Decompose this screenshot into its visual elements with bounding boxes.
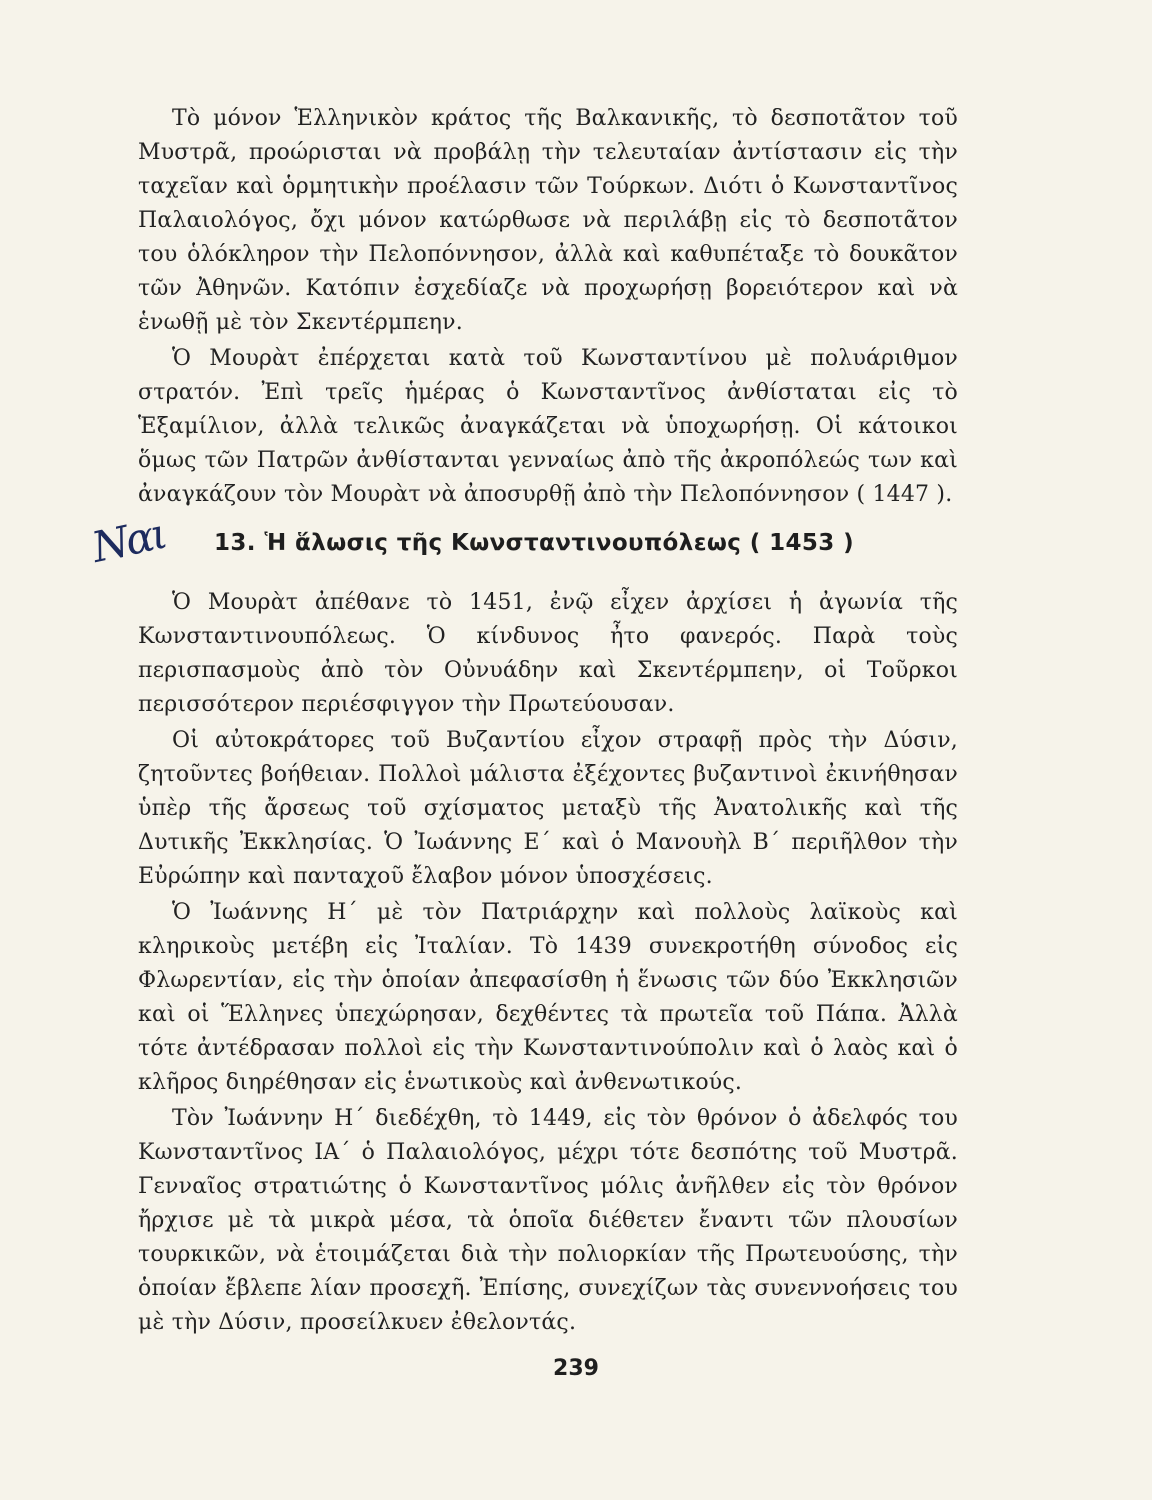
paragraph-murad-death: Ὁ Μουρὰτ ἀπέθανε τὸ 1451, ἐνῷ εἶχεν ἀρχίσει ἡ ἀγωνία τῆς Κωνσταντινουπόλεως. Ὁ κίνδυνος ἦτο φανερός. Παρὰ τοὺς περισπασμοὺς ἀπὸ τὸν Οὐνυάδην καὶ Σκεντέρμπεην, οἱ Τοῦρκοι περισσότερον περιέσφιγγον τὴν Πρωτεύουσαν. [138,590,958,717]
page-number: 239 [553,1356,599,1381]
paragraph-murad-campaign: Ὁ Μουρὰτ ἐπέρχεται κατὰ τοῦ Κωνσταντίνου μὲ πολυάριθμον στρατόν. Ἐπὶ τρεῖς ἡμέρας ὁ Κωνσταντῖνος ἀνθίσταται εἰς τὸ Ἑξαμίλιον, ἀλλὰ τελικῶς ἀναγκάζεται νὰ ὑποχωρήσῃ. Οἱ κάτοικοι ὅμως τῶν Πατρῶν ἀνθίστανται γενναίως ἀπὸ τῆς ἀκροπόλεώς των καὶ ἀναγκάζουν τὸν Μουρὰτ νὰ ἀποσυρθῇ ἀπὸ τὴν Πελοπόννησον ( 1447 ). [138,346,958,507]
section-heading-row [87,508,958,573]
paragraph-council-florence: Ὁ Ἰωάννης Η΄ μὲ τὸν Πατριάρχην καὶ πολλοὺς λαϊκοὺς καὶ κληρικοὺς μετέβη εἰς Ἰταλίαν. Τὸ 1439 συνεκροτήθη σύνοδος εἰς Φλωρεντίαν, εἰς τὴν ὁποίαν ἀπεφασίσθη ἡ ἕνωσις τῶν δύο Ἐκκλησιῶν καὶ οἱ Ἕλληνες ὑπεχώρησαν, δεχθέντες τὰ πρωτεῖα τοῦ Πάπα. Ἀλλὰ τότε ἀντέδρασαν πολλοὶ εἰς τὴν Κωνσταντινούπολιν καὶ ὁ λαὸς καὶ ὁ κλῆρος διηρέθησαν εἰς ἑνωτικοὺς καὶ ἀνθενωτικούς. [138,900,958,1095]
paragraph-despotate: Τὸ μόνον Ἑλληνικὸν κράτος τῆς Βαλκανικῆς, τὸ δεσποτᾶτον τοῦ Μυστρᾶ, προώρισται νὰ προβάλῃ τὴν τελευταίαν ἀντίστασιν εἰς τὴν ταχεῖαν καὶ ὁρμητικὴν προέλασιν τῶν Τούρκων. Διότι ὁ Κωνσταντῖνος Παλαιολόγος, ὄχι μόνον κατώρθωσε νὰ περιλάβῃ εἰς τὸ δεσποτᾶτον του ὁλόκληρον τὴν Πελοπόννησον, ἀλλὰ καὶ καθυπέταξε τὸ δουκᾶτον τῶν Ἀθηνῶν. Κατόπιν ἐσχεδίαζε νὰ προχωρήσῃ βορειότερον καὶ νὰ ἑνωθῇ μὲ τὸν Σκεντέρμπεην. [138,106,958,335]
section-heading: 13. Ἡ ἅλωσις τῆς Κωνσταντινουπόλεως ( 1453 ) [214,530,855,556]
page-body [87,102,958,1340]
paragraph-emperors-west: Οἱ αὐτοκράτορες τοῦ Βυζαντίου εἶχον στραφῇ πρὸς τὴν Δύσιν, ζητοῦντες βοήθειαν. Πολλοὶ μάλιστα ἐξέχοντες βυζαντινοὶ ἐκινήθησαν ὑπὲρ τῆς ἄρσεως τοῦ σχίσματος μεταξὺ τῆς Ἀνατολικῆς καὶ τῆς Δυτικῆς Ἐκκλησίας. Ὁ Ἰωάννης Ε΄ καὶ ὁ Μανουὴλ Β΄ περιῆλθον τὴν Εὐρώπην καὶ πανταχοῦ ἔλαβον μόνον ὑποσχέσεις. [138,728,958,889]
paragraph-constantine-xi: Τὸν Ἰωάννην Η΄ διεδέχθη, τὸ 1449, εἰς τὸν θρόνον ὁ ἀδελφός του Κωνσταντῖνος ΙΑ΄ ὁ Παλαιολόγος, μέχρι τότε δεσπότης τοῦ Μυστρᾶ. Γενναῖος στρατιώτης ὁ Κωνσταντῖνος μόλις ἀνῆλθεν εἰς τὸν θρόνον ἤρχισε μὲ τὰ μικρὰ μέσα, τὰ ὁποῖα διέθετεν ἔναντι τῶν πλουσίων τουρκικῶν, νὰ ἑτοιμάζεται διὰ τὴν πολιορκίαν τῆς Πρωτευούσης, τὴν ὁποίαν ἔβλεπε λίαν προσεχῆ. Ἐπίσης, συνεχίζων τὰς συνεννοήσεις του μὲ τὴν Δύσιν, προσείλκυεν ἐθελοντάς. [138,1106,958,1335]
handwritten-annotation: Ναι [87,508,169,573]
